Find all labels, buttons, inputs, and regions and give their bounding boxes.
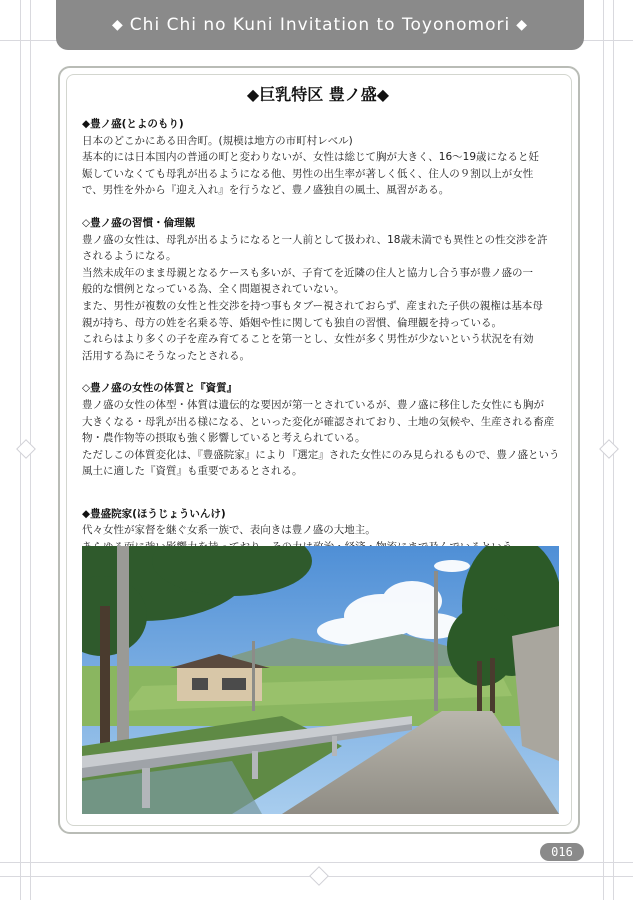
section-title: ◇豊ノ盛の女性の体質と『資質』 [82, 382, 238, 395]
utility-pole [434, 571, 438, 711]
text-line: で、男性を外から『迎え入れ』を行うなど、豊ノ盛独自の風土、風習がある。 [82, 184, 450, 197]
frame-line [0, 862, 633, 863]
text-line: また、男性が複数の女性と性交渉を持つ事もタブー視されておらず、産まれた子供の親権は基本母 [82, 299, 543, 312]
section-title: ◆豊盛院家(ほうじょういんけ) [82, 507, 226, 520]
section-title: ◆豊ノ盛(とよのもり) [82, 118, 184, 130]
text-line: 娠していなくても母乳が出るようになる他、男性の出生率が著しく低く、住人の９割以上が女性 [82, 167, 534, 180]
text-line: 親が持ち、母方の姓を名乗る等、婚姻や性に関しても独自の習慣、倫理観を持っている。 [82, 316, 502, 329]
text-line: 日本のどこかにある田舎町。(規模は地方の市町村レベル) [82, 134, 353, 147]
page-number: 016 [540, 843, 584, 861]
section-title: ◇豊ノ盛の習慣・倫理観 [82, 216, 196, 229]
article-body [82, 116, 560, 605]
text-line: 基本的には日本国内の普通の町と変わりないが、女性は総じて胸が大きく、16～19歳になると妊 [82, 151, 540, 164]
diamond-icon: ◆ [516, 17, 528, 33]
landscape-illustration [82, 546, 559, 814]
page-heading: ◆巨乳特区 豊ノ盛◆ [246, 85, 390, 104]
text-line: 豊ノ盛の女性の体型・体質は遺伝的な要因が第一とされているが、豊ノ盛に移住した女性にも胸が [82, 398, 544, 411]
text-line: 活用する為にそうなったとされる。 [82, 349, 250, 362]
text-line: 物・農作物等の摂取も強く影響していると考えられている。 [82, 432, 366, 445]
text-line: 当然未成年のまま母親となるケースも多いが、子育てを近隣の住人と協力し合う事が豊ノ盛の一 [82, 266, 533, 279]
diamond-icon: ◆ [112, 17, 124, 33]
text-line: ただしこの体質変化は、『豊盛院家』により『選定』された女性にのみ見られるもので、豊ノ盛という [82, 448, 560, 461]
title-banner [56, 0, 584, 50]
text-line: 般的な慣例となっている為、全く問題視されていない。 [82, 283, 345, 296]
text-line: これらはより多くの子を産み育てることを第一とし、女性が多く男性が少ないという状況を有効 [82, 333, 534, 346]
text-line: 大きくなる・母乳が出る様になる、といった変化が確認されており、土地の気候や、生産される畜産 [82, 415, 555, 428]
text-line: 風土に適した『資質』も重要であるとされる。 [82, 465, 303, 478]
landscape-scene [82, 546, 559, 814]
banner-title: Chi Chi no Kuni Invitation to Toyonomori [129, 15, 511, 35]
text-line: 豊ノ盛の女性は、母乳が出るようになると一人前として扱われ、18歳未満でも異性との性交渉を許 [82, 233, 548, 246]
text-line: されるようになる。 [82, 250, 177, 263]
text-line: 代々女性が家督を継ぐ女系一族で、表向きは豊ノ盛の大地主。 [82, 524, 376, 537]
diamond-ornament-icon [309, 866, 329, 886]
